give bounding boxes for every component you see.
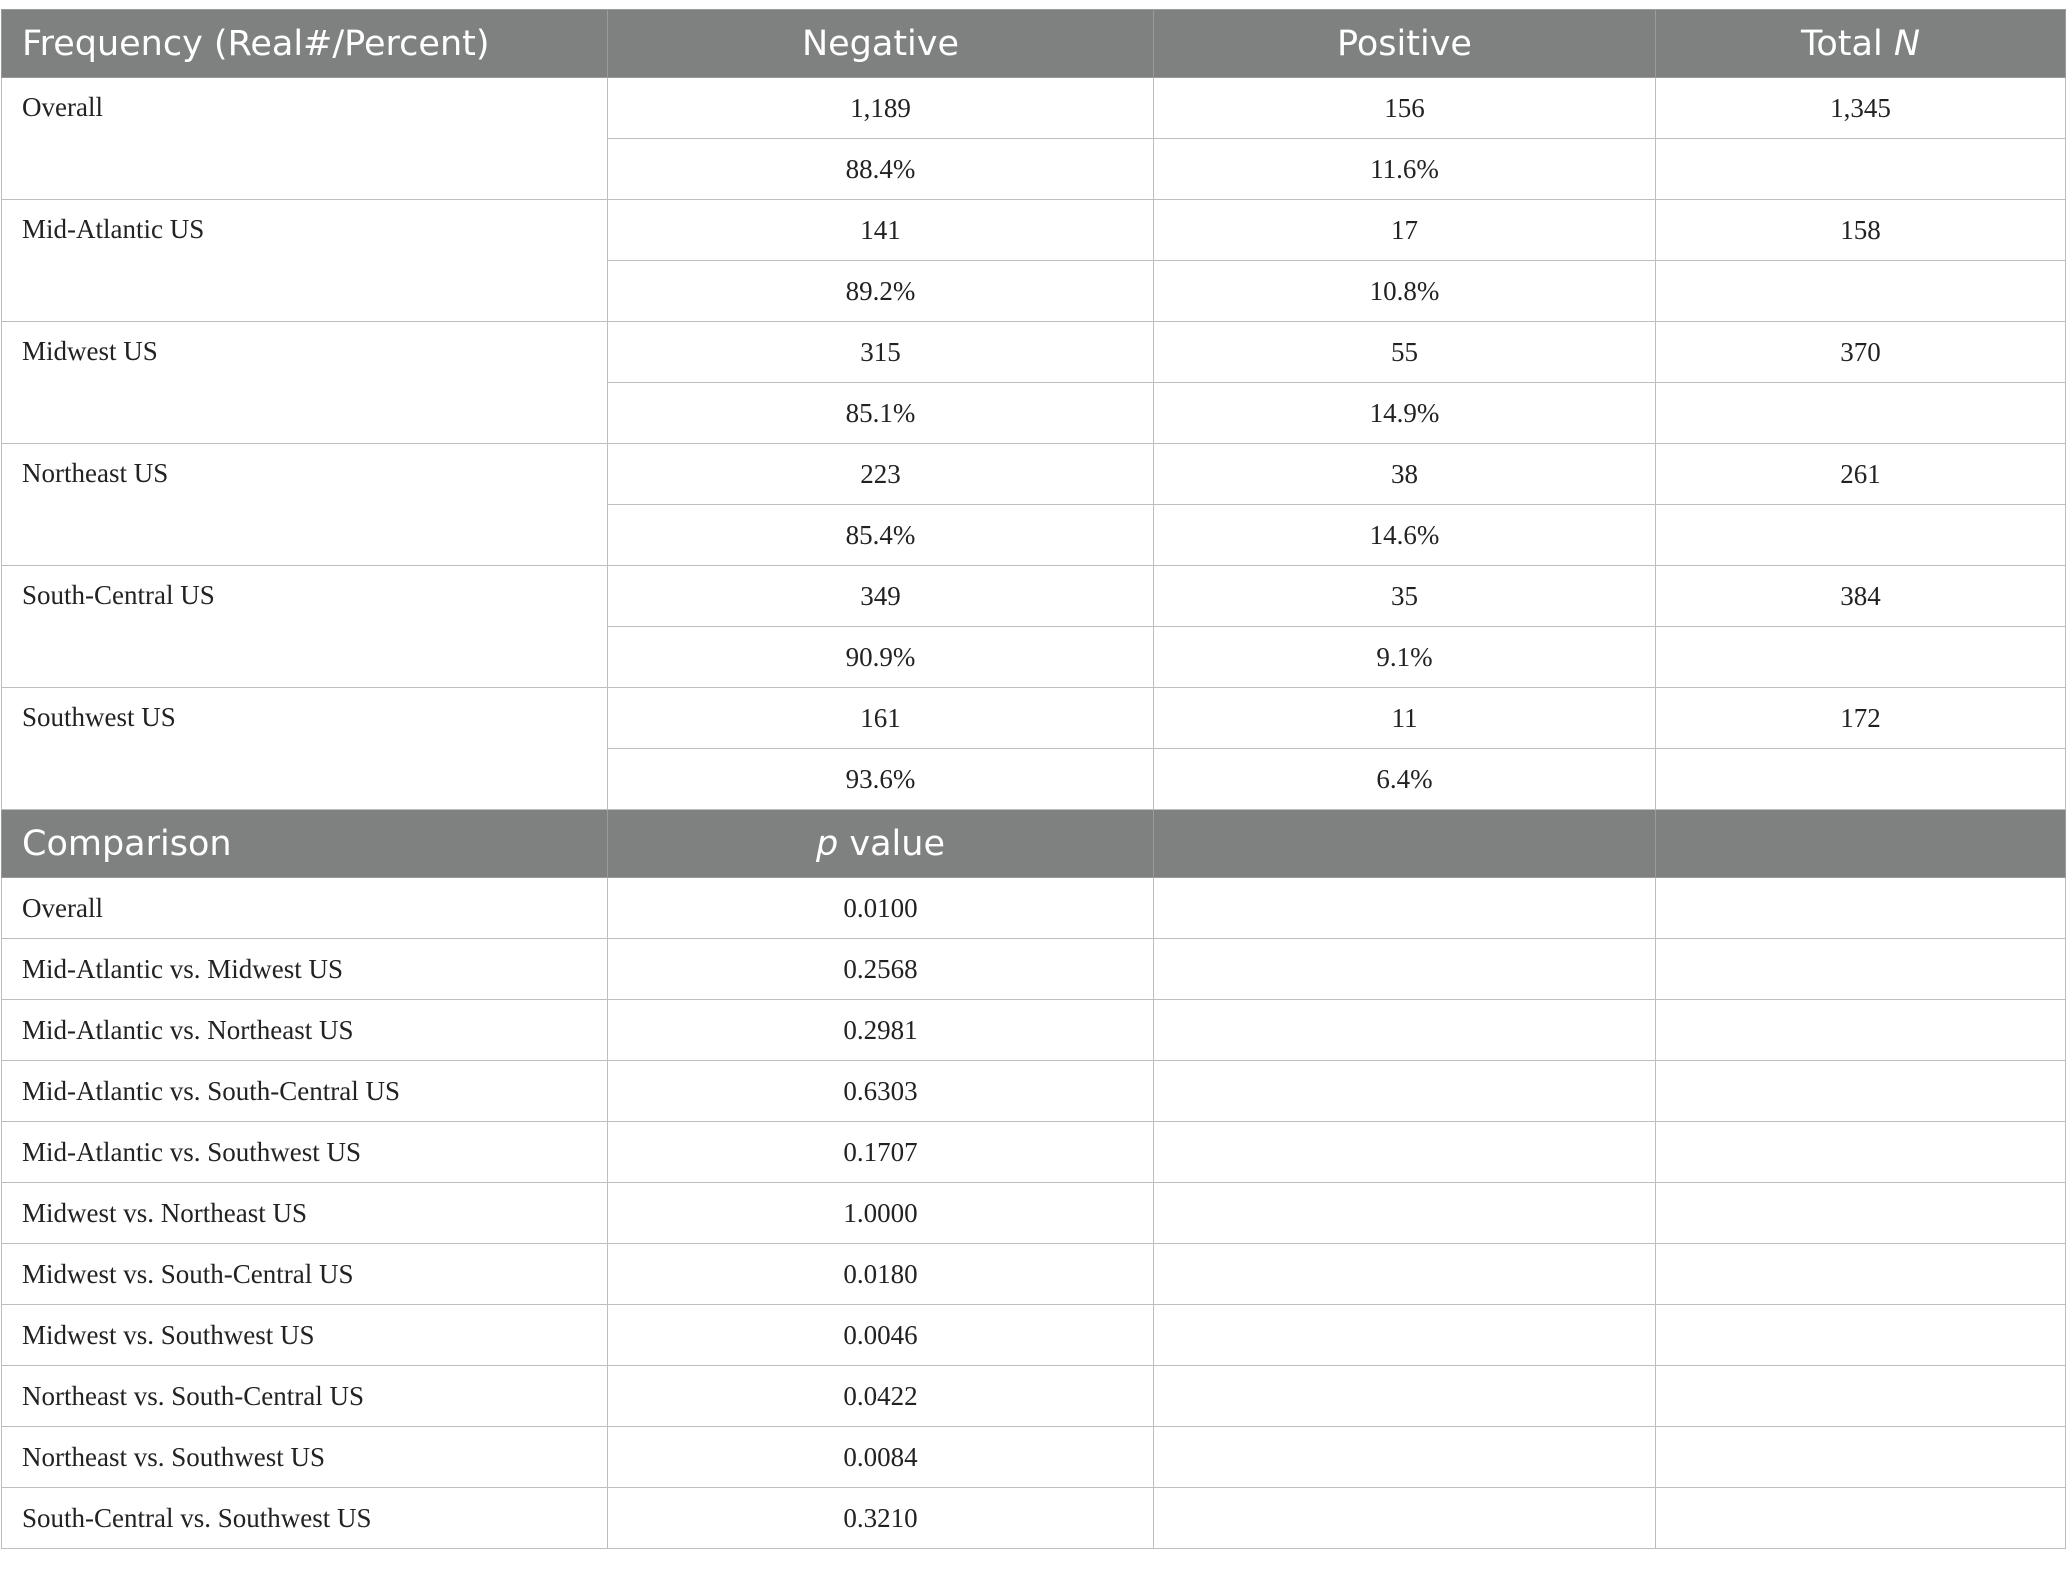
p-value: 0.0084: [608, 1427, 1154, 1488]
empty-header: [1154, 810, 1656, 878]
negative-count: 141: [608, 200, 1154, 261]
frequency-comparison-table: [1, 9, 2066, 1549]
table-row: [2, 1122, 2066, 1183]
p-value-header-p: p: [816, 823, 839, 864]
table-row: [2, 200, 2066, 261]
empty-cell: [1656, 1122, 2066, 1183]
p-value: 0.6303: [608, 1061, 1154, 1122]
empty-cell: [1656, 1183, 2066, 1244]
empty-cell: [1656, 139, 2066, 200]
negative-percent: 90.9%: [608, 627, 1154, 688]
empty-cell: [1154, 1488, 1656, 1549]
total-count: 1,345: [1656, 78, 2066, 139]
p-value: 0.0100: [608, 878, 1154, 939]
empty-cell: [1656, 1366, 2066, 1427]
comparison-header: Comparison: [2, 810, 608, 878]
empty-cell: [1154, 878, 1656, 939]
positive-count: 35: [1154, 566, 1656, 627]
comparison-header-row: [2, 810, 2066, 878]
positive-count: 55: [1154, 322, 1656, 383]
empty-cell: [1154, 1244, 1656, 1305]
empty-cell: [1154, 1366, 1656, 1427]
p-value: 0.2568: [608, 939, 1154, 1000]
empty-cell: [1154, 1183, 1656, 1244]
negative-count: 349: [608, 566, 1154, 627]
total-count: 172: [1656, 688, 2066, 749]
p-value: 0.2981: [608, 1000, 1154, 1061]
empty-cell: [1154, 939, 1656, 1000]
total-header-text: Total: [1800, 23, 1883, 64]
positive-percent: 14.9%: [1154, 383, 1656, 444]
p-value-header-text: value: [849, 823, 945, 864]
total-count: 261: [1656, 444, 2066, 505]
empty-cell: [1656, 1427, 2066, 1488]
p-value-header: [608, 810, 1154, 878]
total-count: 370: [1656, 322, 2066, 383]
table-row: [2, 1488, 2066, 1549]
positive-percent: 10.8%: [1154, 261, 1656, 322]
comparison-label: South-Central vs. Southwest US: [2, 1488, 608, 1549]
table-row: [2, 939, 2066, 1000]
comparison-label: Mid-Atlantic vs. Northeast US: [2, 1000, 608, 1061]
negative-count: 315: [608, 322, 1154, 383]
positive-count: 38: [1154, 444, 1656, 505]
comparison-label: Midwest vs. Northeast US: [2, 1183, 608, 1244]
p-value: 0.0046: [608, 1305, 1154, 1366]
total-header-n: N: [1893, 23, 1921, 64]
empty-cell: [1656, 261, 2066, 322]
empty-cell: [1656, 1305, 2066, 1366]
comparison-label: Mid-Atlantic vs. Southwest US: [2, 1122, 608, 1183]
empty-cell: [1154, 1305, 1656, 1366]
empty-header: [1656, 810, 2066, 878]
positive-percent: 11.6%: [1154, 139, 1656, 200]
table-row: [2, 1183, 2066, 1244]
empty-cell: [1154, 1427, 1656, 1488]
region-label: Overall: [2, 78, 608, 200]
table-row: [2, 1244, 2066, 1305]
negative-count: 223: [608, 444, 1154, 505]
table-row: [2, 1366, 2066, 1427]
region-label: South-Central US: [2, 566, 608, 688]
p-value: 0.1707: [608, 1122, 1154, 1183]
region-label: Southwest US: [2, 688, 608, 810]
region-label: Midwest US: [2, 322, 608, 444]
table-row: [2, 78, 2066, 139]
p-value: 0.0180: [608, 1244, 1154, 1305]
table-row: [2, 1427, 2066, 1488]
table-row: [2, 1061, 2066, 1122]
negative-count: 161: [608, 688, 1154, 749]
comparison-label: Midwest vs. South-Central US: [2, 1244, 608, 1305]
p-value: 1.0000: [608, 1183, 1154, 1244]
empty-cell: [1656, 1488, 2066, 1549]
positive-percent: 6.4%: [1154, 749, 1656, 810]
comparison-label: Mid-Atlantic vs. Midwest US: [2, 939, 608, 1000]
negative-count: 1,189: [608, 78, 1154, 139]
comparison-label: Northeast vs. South-Central US: [2, 1366, 608, 1427]
empty-cell: [1154, 1000, 1656, 1061]
p-value: 0.0422: [608, 1366, 1154, 1427]
empty-cell: [1656, 505, 2066, 566]
results-table-container: [1, 9, 2065, 1549]
comparison-label: Midwest vs. Southwest US: [2, 1305, 608, 1366]
region-label: Northeast US: [2, 444, 608, 566]
comparison-label: Mid-Atlantic vs. South-Central US: [2, 1061, 608, 1122]
positive-count: 11: [1154, 688, 1656, 749]
table-row: [2, 1305, 2066, 1366]
negative-header: Negative: [608, 10, 1154, 78]
table-row: [2, 878, 2066, 939]
comparison-label: Northeast vs. Southwest US: [2, 1427, 608, 1488]
frequency-header-row: [2, 10, 2066, 78]
total-n-header: [1656, 10, 2066, 78]
positive-header: Positive: [1154, 10, 1656, 78]
total-count: 384: [1656, 566, 2066, 627]
positive-percent: 14.6%: [1154, 505, 1656, 566]
empty-cell: [1154, 1122, 1656, 1183]
table-row: [2, 566, 2066, 627]
comparison-label: Overall: [2, 878, 608, 939]
table-row: [2, 688, 2066, 749]
negative-percent: 85.4%: [608, 505, 1154, 566]
empty-cell: [1154, 1061, 1656, 1122]
p-value: 0.3210: [608, 1488, 1154, 1549]
positive-percent: 9.1%: [1154, 627, 1656, 688]
positive-count: 17: [1154, 200, 1656, 261]
table-row: [2, 322, 2066, 383]
total-count: 158: [1656, 200, 2066, 261]
empty-cell: [1656, 627, 2066, 688]
negative-percent: 88.4%: [608, 139, 1154, 200]
table-row: [2, 1000, 2066, 1061]
negative-percent: 89.2%: [608, 261, 1154, 322]
empty-cell: [1656, 1244, 2066, 1305]
table-row: [2, 444, 2066, 505]
positive-count: 156: [1154, 78, 1656, 139]
frequency-header: Frequency (Real#/Percent): [2, 10, 608, 78]
empty-cell: [1656, 749, 2066, 810]
negative-percent: 93.6%: [608, 749, 1154, 810]
empty-cell: [1656, 383, 2066, 444]
empty-cell: [1656, 1000, 2066, 1061]
empty-cell: [1656, 878, 2066, 939]
empty-cell: [1656, 1061, 2066, 1122]
negative-percent: 85.1%: [608, 383, 1154, 444]
empty-cell: [1656, 939, 2066, 1000]
region-label: Mid-Atlantic US: [2, 200, 608, 322]
